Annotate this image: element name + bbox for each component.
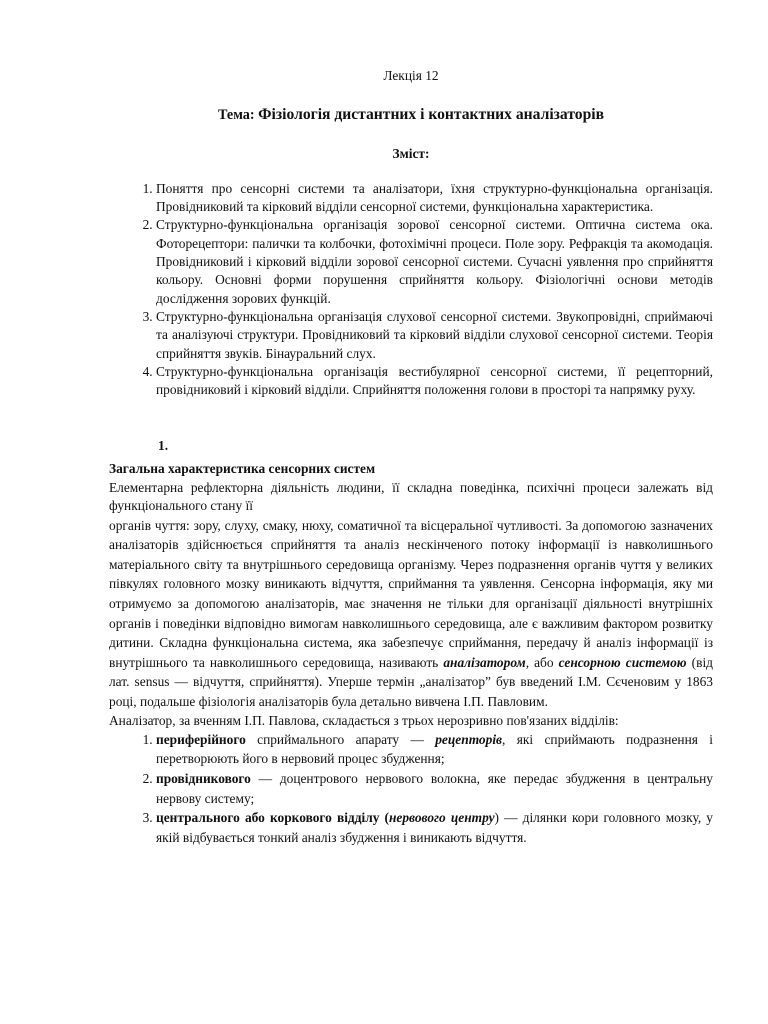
analyzer-part-bold: центрального або коркового відділу ( (156, 810, 389, 826)
section-title: Загальна характеристика сенсорних систем (109, 460, 376, 476)
paragraph-main (109, 516, 713, 712)
paragraph-intro: Елементарна рефлекторна діяльність людини, її складна поведінка, психічні процеси залежать від функціонального стану її (109, 480, 713, 514)
analyzer-part-bold-italic: нервового центру (388, 810, 495, 826)
term-sensory-system: сенсорною системою (558, 654, 687, 670)
contents-item: 1. Поняття про сенсорні системи та аналізатори, їхня структурно-функціональна організація. Провідниковий та кірковий відділи сенсорної системи, функціональна характеристика. (156, 180, 713, 217)
analyzer-part-text: — доцентрового нервового волокна, яке передає збудження в центральну нервову систему; (156, 771, 713, 806)
contents-list (109, 180, 713, 400)
analyzer-part-bold: периферійного (156, 731, 246, 747)
contents-item: 2. Структурно-функціональна організація зорової сенсорної системи. Оптична система ока. Фоторецептори: палички та колбочки, фотохімічні процеси. Поле зору. Рефракція та акомодація. Провідниковий і кірковий відділи зорової сенсорної системи. Сучасні уявлення про сприйняття кольору. Основні форми порушення сприйняття кольору. Фізіологічні основи методів дослідження зорових функцій. (156, 216, 713, 307)
analyzer-part (156, 730, 713, 769)
analyzer-part (156, 808, 713, 847)
analyzer-part-bold: провідникового (156, 771, 251, 787)
contents-item: 3. Структурно-функціональна організація слухової сенсорної системи. Звукопровідні, сприймаючі та аналізуючі структури. Провідниковий та кірковий відділи слухової сенсорної системи. Теорія сприйняття звуків. Бінауральний слух. (156, 308, 713, 363)
analyzer-part-text: , які сприймають подразнення і перетворюють його в нервовий процес збудження; (156, 731, 713, 767)
analyzer-part (156, 769, 713, 808)
analyzer-part-text: сприймального апарату — (245, 731, 436, 747)
document-page (109, 67, 713, 847)
lecture-number: Лекція 12 (383, 68, 439, 83)
contents-heading: Зміст: (392, 145, 430, 161)
paragraph-main-end: (від лат. sensus — відчуття, сприйняття). Уперше термін „аналізатор” був введений І.М. Сєченовим у 1863 році, подальше фізіологія аналізаторів була детально вивчена І.П. Павловим. (109, 654, 713, 709)
topic-label: Тема: (218, 107, 255, 124)
paragraph-pavlov: Аналізатор, за вченням І.П. Павлова, складається з трьох нерозривно пов'язаних відділів: (109, 712, 619, 728)
word-or: , або (525, 654, 554, 670)
topic-heading (109, 106, 713, 124)
analyzer-part-text: ) — ділянки кори головного мозку, у якій відбувається тонкий аналіз збудження і виникають відчуття. (156, 810, 713, 845)
analyzer-part-bold-italic: рецепторів (435, 731, 503, 747)
term-analyzer: аналізатором (443, 654, 526, 670)
contents-item: 4. Структурно-функціональна організація вестибулярної сенсорної системи, її рецепторний, провідниковий і кірковий відділи. Сприйняття положення голови в просторі та напрямку руху. (156, 363, 713, 400)
section-number: 1. (158, 438, 169, 454)
paragraph-main-start: органів чуття: зору, слуху, смаку, нюху, соматичної та вісцеральної чутливості. За допомогою зазначених аналізаторів здійснюється сприйняття та аналіз нескінченого потоку інформації із навколишнього матеріального світу та внутрішнього середовища організму. Через подразнення органів чуття у великих півкулях головного мозку виникають відчуття, сприймання та уявлення. Сенсорна інформація, яку ми отримуємо за допомогою аналізаторів, має значення не тільки для організації діяльності внутрішніх органів і поведінки відповідно вимогам навколишнього середовища, але є важливим фактором розвитку дитини. Складна функціональна система, яка забезпечує сприймання, передачу й аналіз інформації із внутрішнього та навколишнього середовища, називають (109, 517, 713, 670)
analyzer-parts-list (109, 730, 713, 848)
topic-title: Фізіологія дистантних і контактних аналізаторів (258, 106, 604, 124)
